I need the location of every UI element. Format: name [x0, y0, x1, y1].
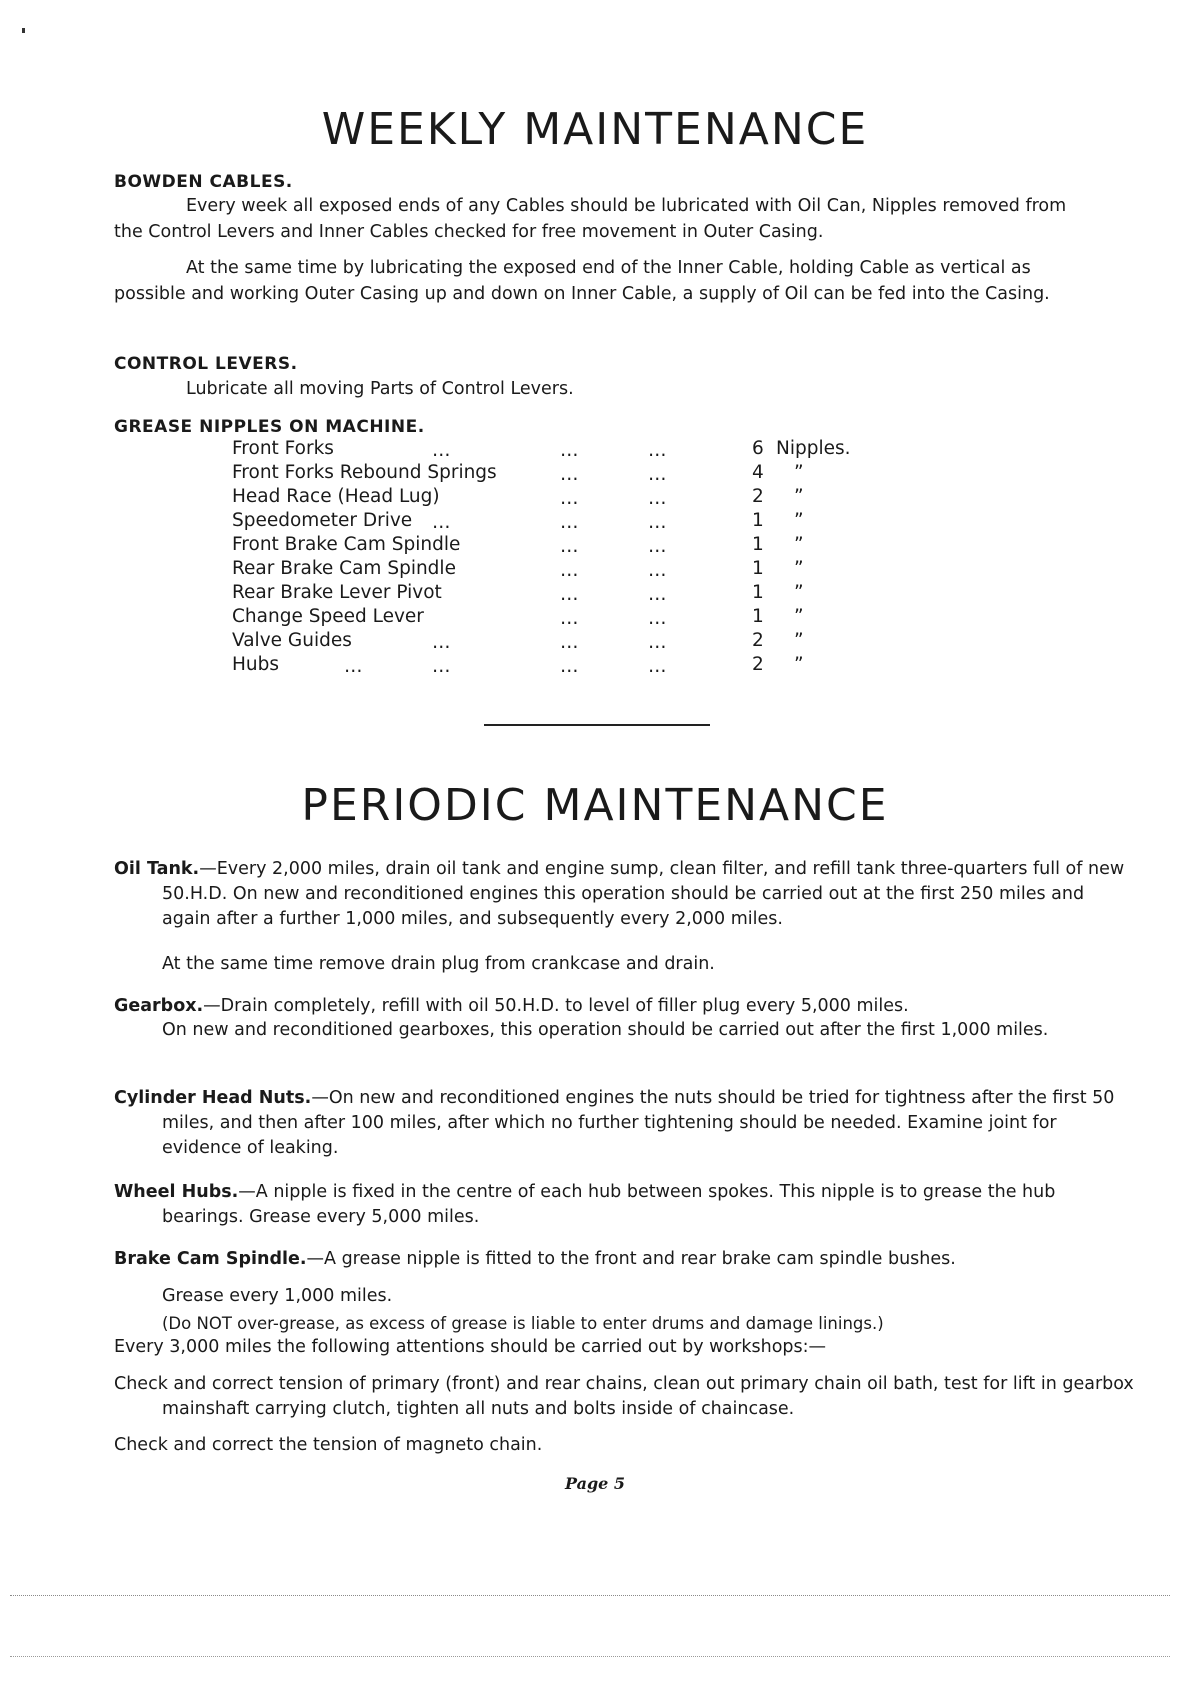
grease-nipple-unit: ”: [794, 654, 804, 675]
leader-dots: …: [560, 656, 581, 677]
grease-nipple-row: [232, 630, 872, 654]
grease-nipple-row: [232, 606, 872, 630]
wheel-hubs-entry: [114, 1180, 1134, 1230]
section-divider: [484, 724, 710, 726]
control-levers-heading: CONTROL LEVERS.: [114, 354, 298, 374]
grease-nipple-part: Rear Brake Cam Spindle: [232, 558, 456, 579]
bowden-cables-paragraph-2: At the same time by lubricating the exposed end of the Inner Cable, holding Cable as vertical as possible and working Outer Casing up and down on Inner Cable, a supply of Oil can be fed into the Casing.: [114, 258, 1050, 304]
oil-tank-lead: Oil Tank.: [114, 859, 200, 879]
grease-nipple-row: [232, 462, 872, 486]
page-number: Page 5: [564, 1474, 626, 1493]
grease-nipple-count: 1: [752, 582, 764, 603]
grease-nipple-unit: ”: [794, 558, 804, 579]
grease-nipple-unit: ”: [794, 510, 804, 531]
leader-dots: …: [648, 632, 669, 653]
scan-artifact-line-bottom: [10, 1656, 1170, 1657]
grease-nipple-unit: ”: [794, 582, 804, 603]
grease-nipple-count: 1: [752, 606, 764, 627]
grease-nipple-row: [232, 486, 872, 510]
leader-dots: …: [560, 464, 581, 485]
grease-nipple-row: [232, 510, 872, 534]
leader-dots: …: [560, 584, 581, 605]
gearbox-entry: [114, 994, 1134, 1019]
grease-nipple-count: 2: [752, 486, 764, 507]
grease-nipple-part: Speedometer Drive: [232, 510, 413, 531]
brake-cam-grease-interval: Grease every 1,000 miles.: [162, 1286, 393, 1306]
grease-nipple-row: [232, 438, 872, 462]
grease-nipple-count: 6: [752, 438, 764, 459]
grease-nipple-count: 2: [752, 654, 764, 675]
grease-nipple-unit: Nipples.: [776, 438, 851, 459]
grease-nipple-count: 2: [752, 630, 764, 651]
leader-dots: …: [432, 632, 453, 653]
leader-dots: …: [648, 608, 669, 629]
grease-nipple-part: Front Forks Rebound Springs: [232, 462, 497, 483]
cylinder-head-nuts-text: —On new and reconditioned engines the nuts should be tried for tightness after the first 50 miles, and then after 100 miles, after which no further tightening should be needed. Examine joint for evidence of leaking.: [162, 1088, 1115, 1158]
oil-tank-subnote: At the same time remove drain plug from crankcase and drain.: [162, 954, 715, 974]
oil-tank-entry: [114, 857, 1134, 932]
grease-nipples-heading: GREASE NIPPLES ON MACHINE.: [114, 417, 425, 437]
brake-cam-spindle-entry: [114, 1247, 1134, 1272]
leader-dots: …: [560, 512, 581, 533]
brake-cam-warning: (Do NOT over-grease, as excess of grease is liable to enter drums and damage linings.): [162, 1314, 884, 1333]
leader-dots: …: [560, 560, 581, 581]
grease-nipple-row: [232, 654, 872, 678]
grease-nipple-unit: ”: [794, 486, 804, 507]
leader-dots: …: [648, 536, 669, 557]
grease-nipple-row: [232, 558, 872, 582]
grease-nipple-unit: ”: [794, 630, 804, 651]
wheel-hubs-text: —A nipple is fixed in the centre of each hub between spokes. This nipple is to grease the hub bearings. Grease every 5,000 miles.: [162, 1182, 1056, 1227]
periodic-maintenance-title: PERIODIC MAINTENANCE: [301, 780, 889, 831]
oil-tank-text: —Every 2,000 miles, drain oil tank and engine sump, clean filter, and refill tank three-quarters full of new 50.H.D. On new and reconditioned engines this operation should be carried out at the first 250 miles and again after a further 1,000 miles, and subsequently every 2,000 miles.: [162, 859, 1125, 929]
grease-nipple-unit: ”: [794, 606, 804, 627]
scan-speck: [22, 28, 25, 33]
grease-nipple-part: Front Brake Cam Spindle: [232, 534, 461, 555]
leader-dots: …: [560, 488, 581, 509]
cylinder-head-nuts-entry: [114, 1086, 1134, 1161]
grease-nipple-count: 1: [752, 534, 764, 555]
brake-cam-spindle-lead: Brake Cam Spindle.: [114, 1249, 307, 1269]
control-levers-paragraph: Lubricate all moving Parts of Control Levers.: [186, 379, 574, 399]
grease-nipple-count: 4: [752, 462, 764, 483]
leader-dots: …: [560, 632, 581, 653]
grease-nipple-row: [232, 534, 872, 558]
leader-dots: …: [560, 536, 581, 557]
leader-dots: …: [648, 464, 669, 485]
gearbox-text: —Drain completely, refill with oil 50.H.D. to level of filler plug every 5,000 miles.: [203, 996, 909, 1016]
every-3000-miles-note: Every 3,000 miles the following attentions should be carried out by workshops:—: [114, 1337, 827, 1357]
leader-dots: …: [432, 512, 453, 533]
leader-dots: …: [648, 560, 669, 581]
grease-nipple-part: Hubs: [232, 654, 280, 675]
leader-dots: …: [432, 656, 453, 677]
leader-dots: …: [648, 584, 669, 605]
wheel-hubs-lead: Wheel Hubs.: [114, 1182, 239, 1202]
leader-dots: …: [560, 440, 581, 461]
bowden-cables-heading: BOWDEN CABLES.: [114, 172, 293, 192]
grease-nipple-part: Rear Brake Lever Pivot: [232, 582, 442, 603]
grease-nipple-row: [232, 582, 872, 606]
weekly-maintenance-title: WEEKLY MAINTENANCE: [321, 104, 869, 155]
grease-nipple-unit: ”: [794, 462, 804, 483]
grease-nipples-list: [232, 438, 872, 678]
leader-dots: …: [344, 656, 365, 677]
leader-dots: …: [432, 440, 453, 461]
grease-nipple-count: 1: [752, 510, 764, 531]
brake-cam-spindle-text: —A grease nipple is fitted to the front and rear brake cam spindle bushes.: [306, 1249, 956, 1269]
gearbox-lead: Gearbox.: [114, 996, 204, 1016]
leader-dots: …: [648, 656, 669, 677]
cylinder-head-nuts-lead: Cylinder Head Nuts.: [114, 1088, 312, 1108]
bowden-cables-paragraph-1: Every week all exposed ends of any Cables should be lubricated with Oil Can, Nipples removed from the Control Levers and Inner Cables checked for free movement in Outer Casing.: [114, 196, 1067, 242]
grease-nipple-part: Head Race (Head Lug): [232, 486, 440, 507]
leader-dots: …: [648, 440, 669, 461]
grease-nipple-part: Front Forks: [232, 438, 334, 459]
gearbox-subnote: On new and reconditioned gearboxes, this operation should be carried out after the first 1,000 miles.: [162, 1020, 1049, 1040]
grease-nipple-unit: ”: [794, 534, 804, 555]
grease-nipple-part: Change Speed Lever: [232, 606, 424, 627]
chains-check-entry: Check and correct tension of primary (front) and rear chains, clean out primary chain oil bath, test for lift in gearbox mainshaft carrying clutch, tighten all nuts and bolts inside of chaincase.: [114, 1374, 1134, 1419]
leader-dots: …: [648, 512, 669, 533]
magneto-chain-entry: Check and correct the tension of magneto chain.: [114, 1435, 543, 1455]
grease-nipple-count: 1: [752, 558, 764, 579]
scan-artifact-line: [10, 1595, 1170, 1596]
leader-dots: …: [560, 608, 581, 629]
leader-dots: …: [648, 488, 669, 509]
grease-nipple-part: Valve Guides: [232, 630, 352, 651]
